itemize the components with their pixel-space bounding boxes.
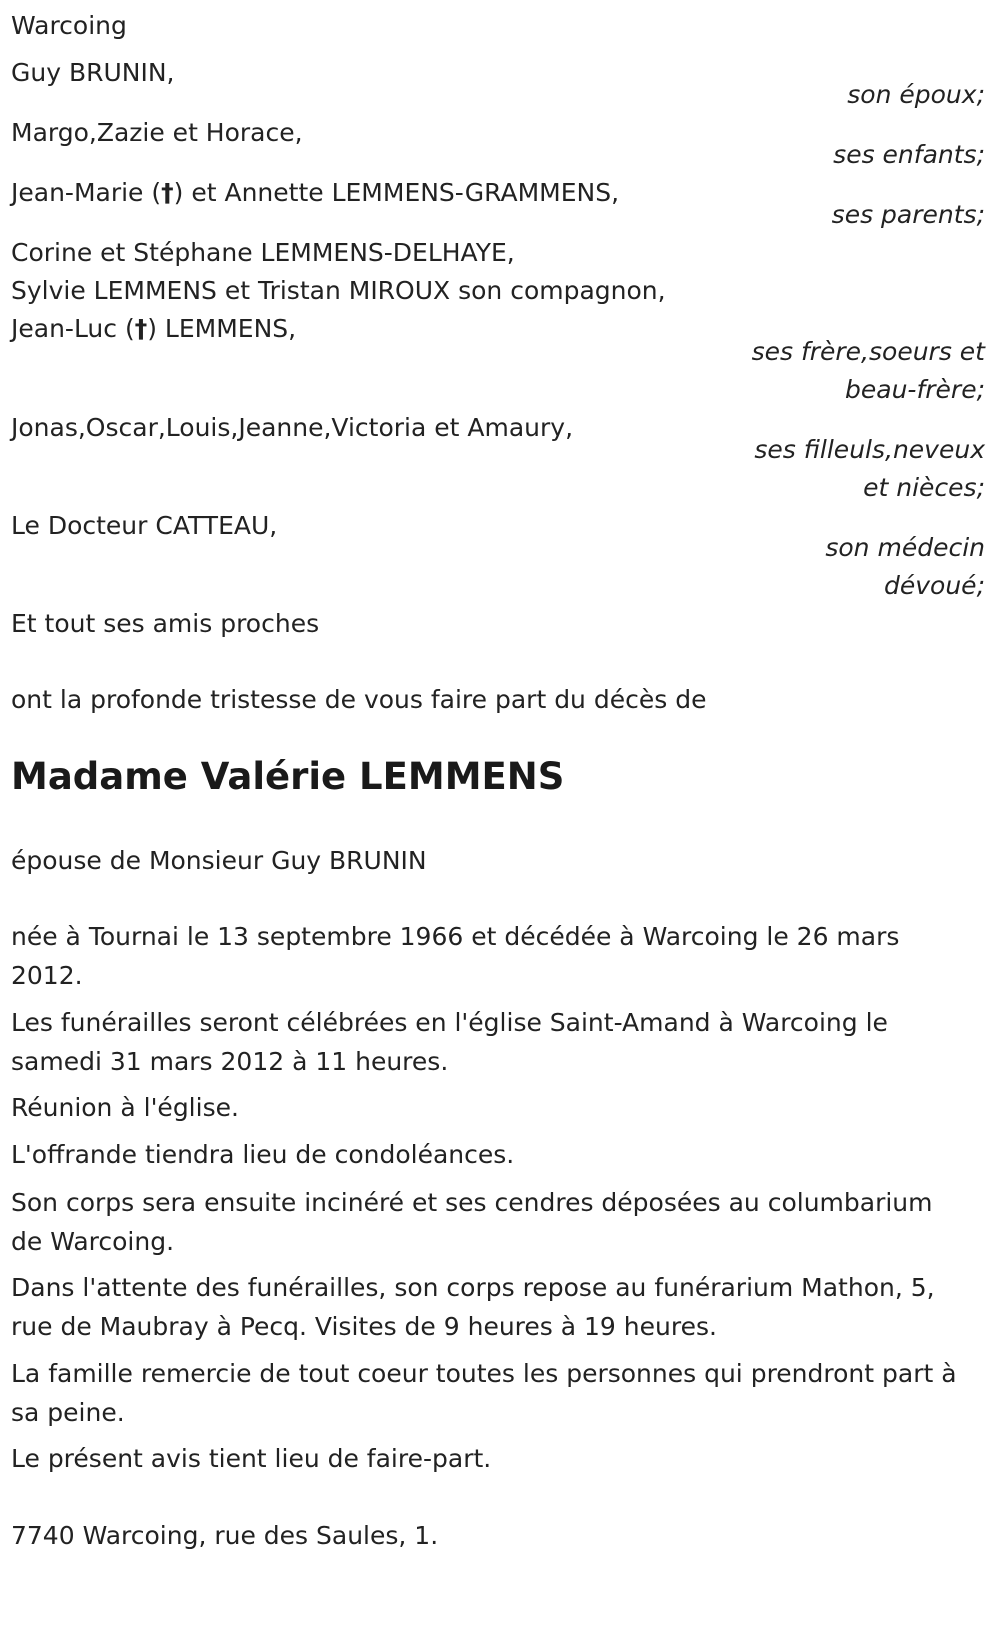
relation-children: ses enfants; (833, 140, 985, 169)
relation-godchildren-line1: ses filleuls,neveux (754, 435, 985, 464)
birth-death-paragraph: née à Tournai le 13 septembre 1966 et décédée à Warcoing le 26 mars 2012. (11, 922, 900, 990)
parents-name-part2: ) et Annette LEMMENS-GRAMMENS, (173, 178, 620, 207)
relation-godchildren-line2: et nièces; (863, 473, 985, 502)
thanks-paragraph: La famille remercie de tout coeur toutes les personnes qui prendront part à sa peine. (11, 1359, 957, 1427)
cross-icon: † (161, 178, 174, 207)
sibling-name-part1: Jean-Luc ( (11, 314, 135, 343)
deceased-name: Madame Valérie LEMMENS (11, 755, 565, 798)
family-line-children: Margo,Zazie et Horace, (11, 118, 303, 147)
family-line-sibling-3 (11, 309, 296, 348)
funeral-paragraph: Les funérailles seront célébrées en l'église Saint-Amand à Warcoing le samedi 31 mars 2012 à 11 heures. (11, 1008, 888, 1076)
meeting-paragraph: Réunion à l'église. (11, 1093, 239, 1122)
place-heading: Warcoing (11, 11, 127, 40)
cross-icon: † (134, 314, 148, 343)
family-line-sibling-1: Corine et Stéphane LEMMENS-DELHAYE, (11, 238, 515, 267)
notice-paragraph: Le présent avis tient lieu de faire-part. (11, 1444, 492, 1473)
visitation-paragraph: Dans l'attente des funérailles, son corps repose au funérarium Mathon, 5, rue de Maubray à Pecq. Visites de 9 heures à 19 heures. (11, 1273, 935, 1341)
relation-parents: ses parents; (831, 200, 985, 229)
address-line: 7740 Warcoing, rue des Saules, 1. (11, 1521, 439, 1550)
cremation-paragraph: Son corps sera ensuite incinéré et ses cendres déposées au columbarium de Warcoing. (11, 1188, 933, 1256)
parents-name-part1: Jean-Marie ( (11, 178, 162, 207)
relation-siblings-line1: ses frère,soeurs et (751, 337, 985, 366)
family-line-godchildren: Jonas,Oscar,Louis,Jeanne,Victoria et Amaury, (11, 413, 574, 442)
spouse-line: épouse de Monsieur Guy BRUNIN (11, 846, 427, 875)
relation-siblings-line2: beau-frère; (845, 375, 985, 404)
family-line-spouse: Guy BRUNIN, (11, 58, 175, 87)
offering-paragraph: L'offrande tiendra lieu de condoléances. (11, 1140, 515, 1169)
sibling-name-part2: ) LEMMENS, (147, 314, 297, 343)
family-line-doctor: Le Docteur CATTEAU, (11, 511, 278, 540)
family-line-sibling-2: Sylvie LEMMENS et Tristan MIROUX son compagnon, (11, 276, 666, 305)
relation-doctor-line1: son médecin (825, 533, 985, 562)
relation-spouse: son époux; (847, 80, 985, 109)
relation-doctor-line2: dévoué; (884, 571, 985, 600)
announcement-text: ont la profonde tristesse de vous faire part du décès de (11, 685, 707, 714)
family-line-friends: Et tout ses amis proches (11, 609, 320, 638)
family-line-parents (11, 173, 619, 212)
